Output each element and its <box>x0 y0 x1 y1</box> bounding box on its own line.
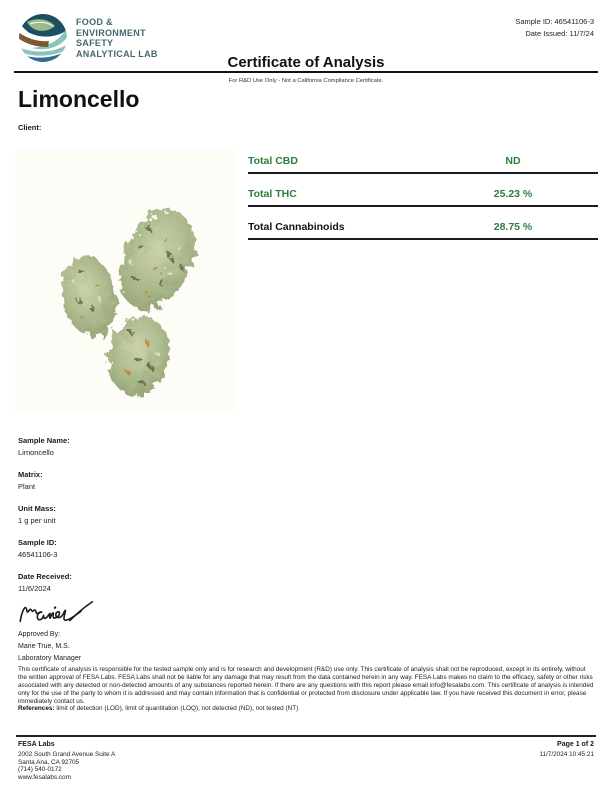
document-title: Certificate of Analysis <box>227 54 385 71</box>
sample-details <box>18 436 268 606</box>
footer-lab-info <box>18 740 115 782</box>
detail-value: 1 g per unit <box>18 516 56 525</box>
lab-name-line: ENVIRONMENT <box>76 27 146 38</box>
header-divider <box>14 71 598 73</box>
footer-page-info <box>539 740 594 759</box>
footer-address-line: 2002 South Grand Avenue Suite A <box>18 751 116 758</box>
approval-block <box>18 629 81 665</box>
cannabis-bud-image <box>37 188 237 418</box>
detail-value: 11/6/2024 <box>18 584 51 593</box>
detail-value: Limoncello <box>18 448 54 457</box>
detail-value: 46541106-3 <box>18 550 58 559</box>
list-item <box>18 504 268 525</box>
sample-id-issued: Sample ID: 46541106-3 <box>515 17 594 26</box>
result-value: ND <box>505 155 521 167</box>
print-timestamp: 11/7/2024 10:45:21 <box>539 751 594 758</box>
document-subtitle: For R&D Use Only - Not a California Compliance Certificate. <box>228 78 384 84</box>
result-label: Total THC <box>248 188 297 200</box>
cannabinoid-results-table <box>248 141 598 240</box>
result-label: Total CBD <box>248 155 298 167</box>
result-value: 25.23 % <box>493 188 533 200</box>
detail-value: Plant <box>18 482 36 491</box>
detail-label: Date Received: <box>18 572 72 581</box>
detail-label: Sample ID: <box>18 538 57 547</box>
table-row <box>248 207 598 240</box>
signature-image <box>16 598 120 628</box>
result-value: 28.75 % <box>493 221 533 233</box>
approver-title: Laboratory Manager <box>18 655 82 662</box>
approved-by-label: Approved By: <box>18 631 61 638</box>
page-number: Page 1 of 2 <box>557 741 594 748</box>
footer-divider <box>16 735 596 737</box>
result-label: Total Cannabinoids <box>248 221 345 233</box>
footer-address-line: Santa Ana, CA 92705 <box>18 758 80 766</box>
lab-name <box>76 17 158 59</box>
list-item <box>18 436 268 457</box>
disclaimer-text: This certificate of analysis is responsible for the tested sample only and is for research and development (R&D) use only. This certificate of analysis shall not be reproduced, except in its entirety, without the written approval of FESA Labs. FESA Labs shall not be liable for any damage that may result from the data contained herein in any way. FESA Labs makes no claim to the efficacy, safety or other risks associated with any detected or non-detected amounts of any substances reported herein. If there are any questions with this report please email info@fesalabs.com. This certificate of analysis is intended only for the use of the party to whom it is addressed and may contain information that is confidential or protected from disclosure under applicable law. If you have received this document in error, please immediately contact us. <box>18 666 594 706</box>
references-line <box>18 705 594 713</box>
document-meta <box>515 16 594 40</box>
table-row <box>248 141 598 174</box>
list-item <box>18 572 268 593</box>
list-item <box>18 470 268 491</box>
references-text: limit of detection (LOD), limit of quantitation (LOQ), not detected (ND), not tested (NT) <box>54 705 299 712</box>
detail-label: Unit Mass: <box>18 504 56 513</box>
detail-label: Matrix: <box>18 470 43 479</box>
references-label: References: <box>18 705 55 712</box>
date-issued: Date Issued: 11/7/24 <box>525 29 594 38</box>
footer-company: FESA Labs <box>18 741 55 748</box>
footer-website: www.fesalabs.com <box>18 774 71 782</box>
lab-name-line: ANALYTICAL LAB <box>76 48 158 59</box>
footer-phone: (714) 540-0172 <box>18 766 62 774</box>
product-name: Limoncello <box>18 86 140 112</box>
table-row <box>248 174 598 207</box>
sample-photo <box>15 150 235 412</box>
footer-address <box>18 751 115 782</box>
client-label: Client: <box>18 123 42 132</box>
lab-name-line: FOOD & <box>76 17 113 27</box>
detail-label: Sample Name: <box>18 436 70 445</box>
approver-name: Marie True, M.S. <box>18 643 70 650</box>
list-item <box>18 538 268 559</box>
lab-name-line: SAFETY <box>76 38 114 48</box>
